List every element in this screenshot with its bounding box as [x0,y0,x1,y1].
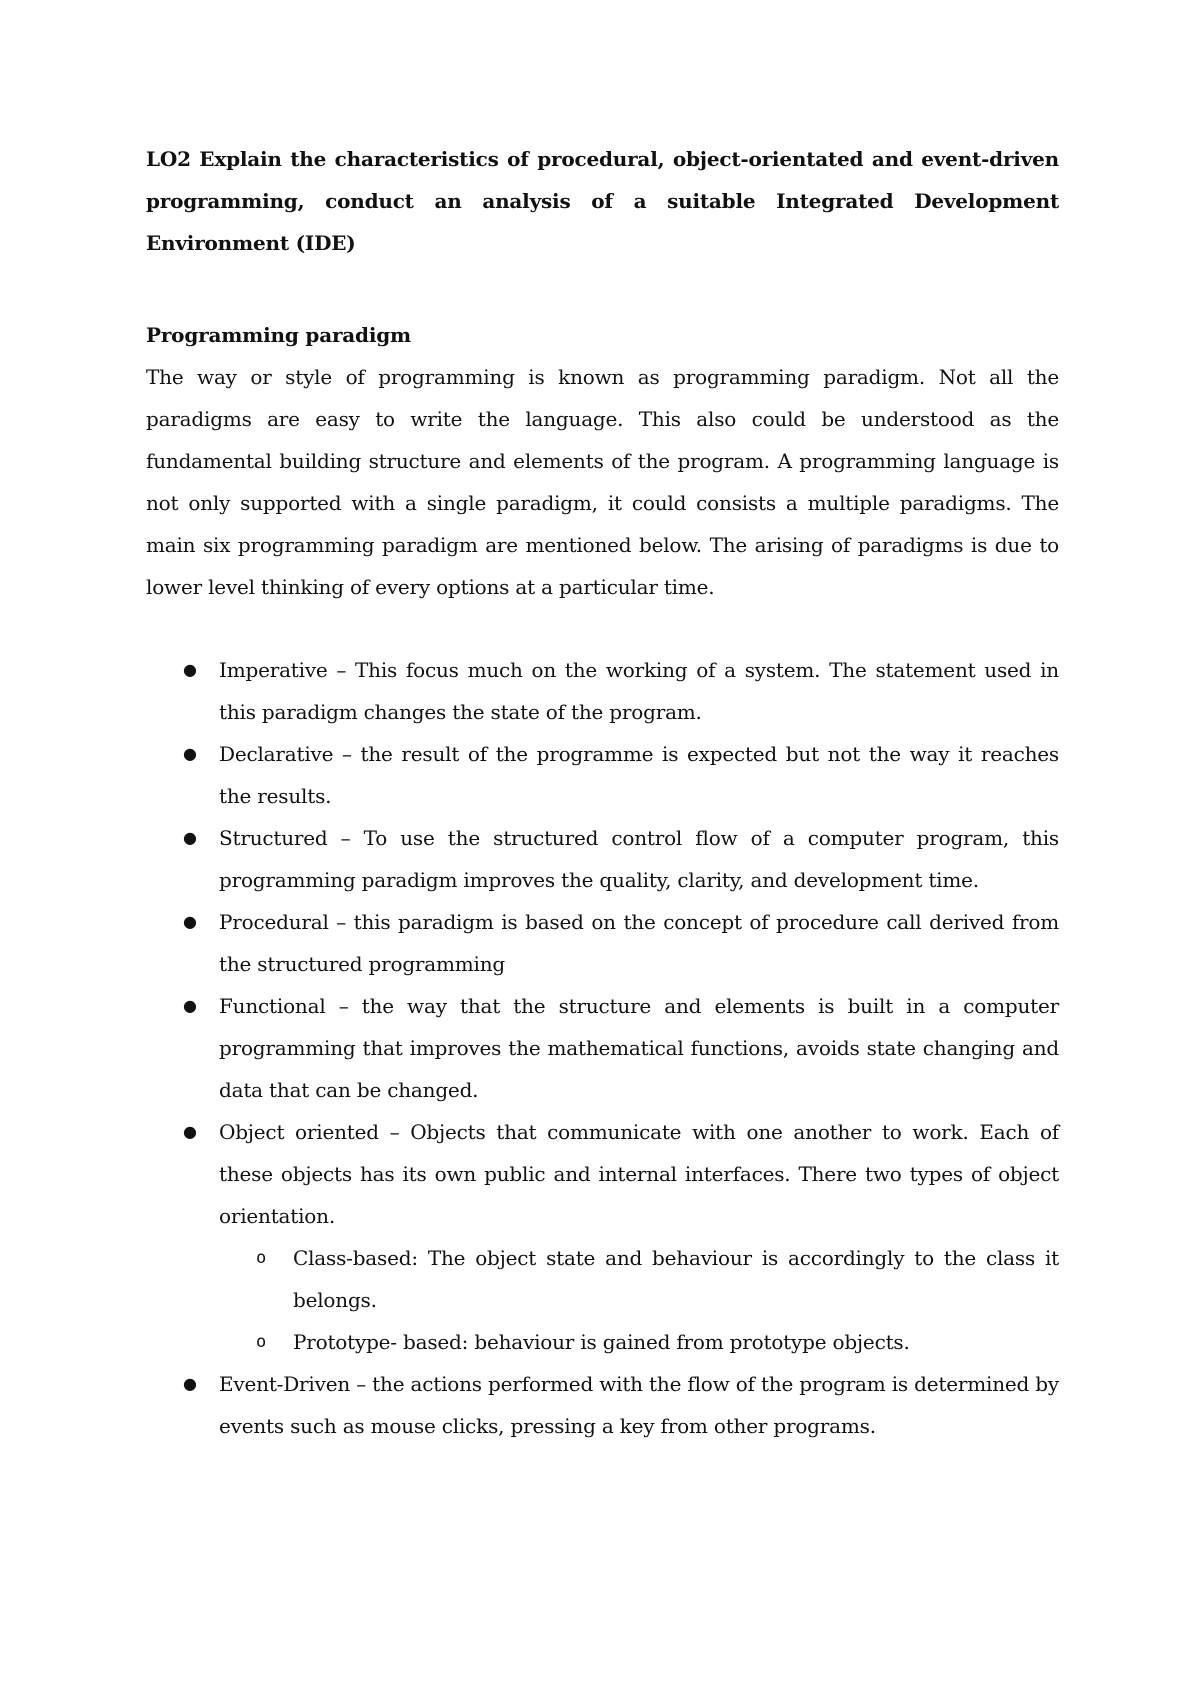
list-item [146,1111,1059,1363]
list-item-text: Declarative – the result of the programme is expected but not the way it reaches the results. [219,742,1059,808]
bullet-icon: ● [183,1122,197,1141]
sub-list [219,1237,1059,1363]
list-item [146,1363,1059,1447]
list-item-text: Imperative – This focus much on the working of a system. The statement used in this paradigm changes the state of the program. [219,658,1059,724]
list-item-text: Event-Driven – the actions performed with the flow of the program is determined by events such as mouse clicks, pressing a key from other programs. [219,1372,1059,1438]
bullet-icon: ● [183,996,197,1015]
document-heading: LO2 Explain the characteristics of procedural, object-orientated and event-driven programming, conduct an analysis of a suitable Integrated Development Environment (IDE) [146,147,1059,255]
bullet-icon: ● [183,1374,197,1393]
paradigm-list [146,649,1059,1447]
sub-list-wrapper [146,1237,1059,1363]
sub-list-item [219,1237,1059,1321]
bullet-icon: ● [183,912,197,931]
list-item-text: Functional – the way that the structure and elements is built in a computer programming that improves the mathematical functions, avoids state changing and data that can be changed. [219,994,1059,1102]
list-item-text: Object oriented – Objects that communicate with one another to work. Each of these objects has its own public and internal interfaces. There two types of object orientation. [219,1120,1059,1228]
page-body [146,138,1059,1447]
list-item [146,901,1059,985]
bullet-icon: ● [183,744,197,763]
list-item-text: Procedural – this paradigm is based on the concept of procedure call derived from the structured programming [219,910,1059,976]
list-item-text: Structured – To use the structured control flow of a computer program, this programming paradigm improves the quality, clarity, and development time. [219,826,1059,892]
bullet-icon: ● [183,660,197,679]
list-item [146,649,1059,733]
sub-bullet-icon: o [256,1332,267,1352]
list-item [146,985,1059,1111]
list-item [146,817,1059,901]
sub-list-item [219,1321,1059,1363]
intro-paragraph: The way or style of programming is known as programming paradigm. Not all the paradigms are easy to write the language. This also could be understood as the fundamental building structure and elements of the program. A programming language is not only supported with a single paradigm, it could consists a multiple paradigms. The main six programming paradigm are mentioned below. The arising of paradigms is due to lower level thinking of every options at a particular time. [146,365,1059,599]
section-title: Programming paradigm [146,323,411,347]
list-item [146,733,1059,817]
sub-bullet-icon: o [256,1248,267,1268]
sub-list-item-text: Prototype- based: behaviour is gained from prototype objects. [293,1330,910,1354]
sub-list-item-text: Class-based: The object state and behaviour is accordingly to the class it belongs. [293,1246,1059,1312]
bullet-icon: ● [183,828,197,847]
